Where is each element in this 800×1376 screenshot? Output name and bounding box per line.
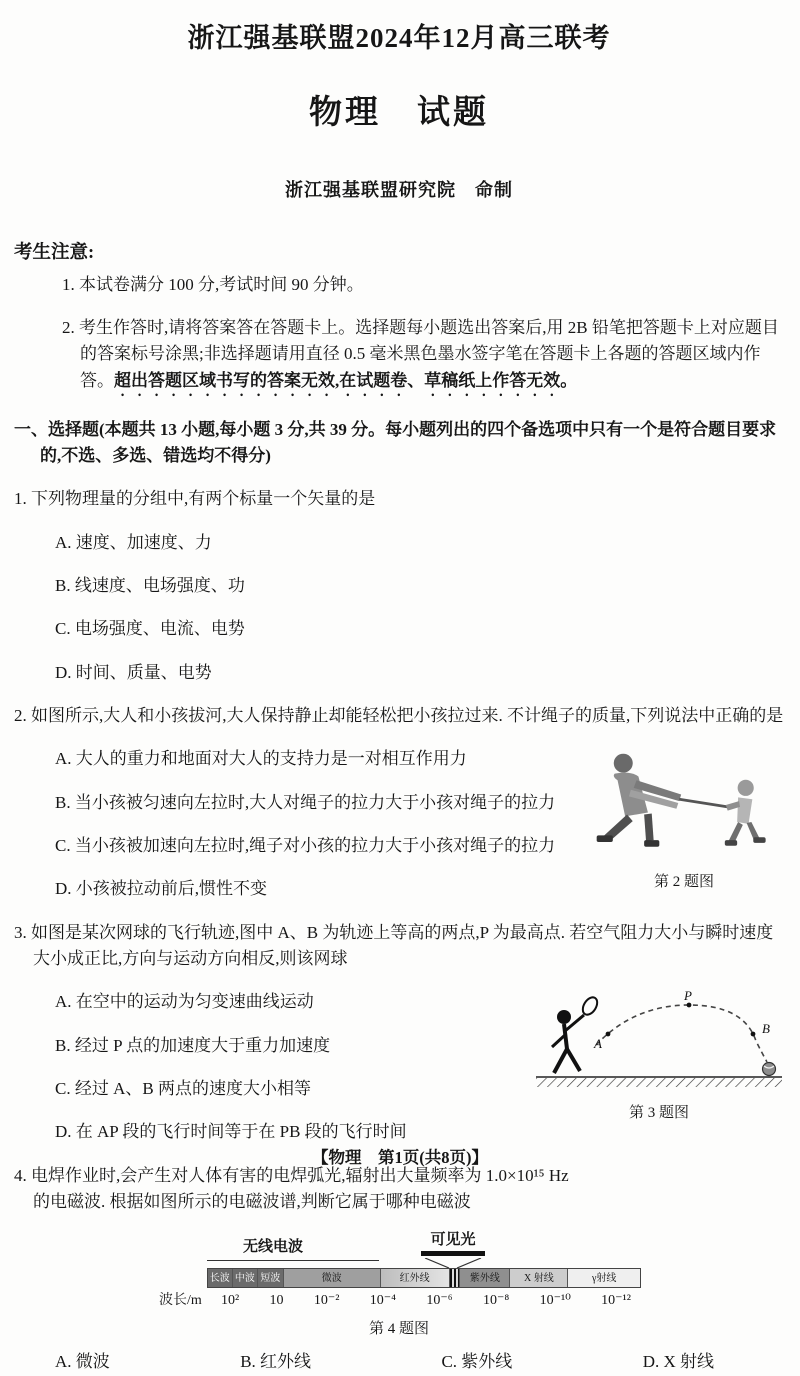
band-longwave: 长波 — [208, 1269, 233, 1287]
point-p-label: P — [684, 991, 692, 1004]
wavelength-tick-3: 10⁻⁴ — [369, 1293, 397, 1309]
wavelength-tick-0: 10² — [221, 1293, 240, 1309]
wavelength-ticks — [207, 1290, 639, 1312]
question-1-option-d: D. 时间、质量、电势 — [55, 662, 212, 682]
question-2-figure-caption: 第 2 题图 — [653, 873, 714, 890]
question-3-option-b: B. 经过 P 点的加速度大于重力加速度 — [55, 1035, 331, 1055]
wavelength-axis — [159, 1290, 639, 1312]
point-b-dot — [751, 1032, 756, 1037]
question-3-figure-caption: 第 3 题图 — [628, 1104, 689, 1121]
question-1-options — [14, 530, 784, 686]
visible-light-label: 可见光 — [430, 1232, 476, 1249]
adult-leg-back — [644, 814, 653, 842]
wavelength-tick-6: 10⁻¹⁰ — [539, 1293, 571, 1309]
wavelength-tick-2: 10⁻² — [313, 1293, 340, 1309]
player-leg-front — [554, 1049, 567, 1073]
trajectory-path — [596, 1005, 767, 1062]
visible-light-pointer-lines — [421, 1258, 485, 1268]
point-a-label: A — [594, 1036, 602, 1052]
child-shoe — [725, 840, 737, 846]
adult-shoe — [597, 836, 613, 843]
tennis-ball — [763, 1063, 776, 1076]
question-2-options — [14, 746, 784, 902]
question-4-option-c: C. 紫外线 — [441, 1352, 513, 1372]
point-b-label: B — [762, 1021, 770, 1037]
question-1-stem: 1. 下列物理量的分组中,有两个标量一个矢量的是 — [14, 489, 376, 509]
question-3-option-d: D. 在 AP 段的飞行时间等于在 PB 段的飞行时间 — [55, 1122, 407, 1142]
wavelength-tick-1: 10 — [269, 1293, 284, 1309]
section-1-heading: 一、选择题(本题共 13 小题,每小题 3 分,共 39 分。每小题列出的四个备选项中只有一个是符合题目要求的,不选、多选、错选均不得分) — [14, 419, 777, 465]
tennis-trajectory-illustration — [534, 991, 784, 1091]
question-1-option-c: C. 电场强度、电流、电势 — [55, 619, 245, 639]
child-shoe-2 — [753, 838, 765, 844]
question-3-options — [14, 989, 784, 1145]
band-shortwave: 短波 — [258, 1269, 284, 1287]
question-3 — [14, 920, 784, 1146]
question-2-figure — [584, 748, 784, 894]
question-4-option-a: A. 微波 — [55, 1352, 110, 1372]
point-p-dot — [687, 1003, 692, 1008]
question-4-option-b: B. 红外线 — [240, 1352, 312, 1372]
racket — [580, 995, 600, 1017]
tug-of-war-illustration — [584, 748, 784, 860]
notice-item-2 — [14, 315, 784, 400]
question-2-option-b: B. 当小孩被匀速向左拉时,大人对绳子的拉力大于小孩对绳子的拉力 — [55, 792, 556, 812]
wavelength-tick-5: 10⁻⁸ — [483, 1293, 510, 1309]
question-4-stem: 4. 电焊作业时,会产生对人体有害的电焊弧光,辐射出大量频率为 1.0×10¹⁵ Hz 的电磁波. 根据如图所示的电磁波谱,判断它属于哪种电磁波 — [14, 1165, 569, 1212]
band-infrared: 红外线 — [381, 1269, 450, 1287]
notice-item-1: 1. 本试卷满分 100 分,考试时间 90 分钟。 — [62, 274, 364, 294]
question-3-figure — [534, 991, 784, 1125]
radio-waves-brace — [207, 1260, 379, 1265]
player-arm-down — [552, 1035, 565, 1047]
child-head — [738, 780, 754, 796]
question-4-figure-caption: 第 4 题图 — [368, 1321, 429, 1338]
question-4-options — [14, 1341, 784, 1375]
visible-light-callout — [421, 1232, 485, 1256]
adult-head — [614, 754, 633, 773]
point-a-dot — [606, 1032, 611, 1037]
spectrum-top-labels — [159, 1232, 639, 1268]
wavelength-axis-label: 波长/m — [159, 1293, 202, 1309]
em-spectrum-diagram — [159, 1232, 639, 1312]
band-ultraviolet: 紫外线 — [460, 1269, 510, 1287]
band-gamma: γ射线 — [568, 1269, 640, 1287]
band-xray: X 射线 — [510, 1269, 568, 1287]
question-3-option-a: A. 在空中的运动为匀变速曲线运动 — [55, 992, 314, 1012]
question-1-option-b: B. 线速度、电场强度、功 — [55, 575, 245, 595]
ground-hatch — [536, 1078, 782, 1087]
radio-waves-label: 无线电波 — [243, 1239, 304, 1256]
question-2-option-d: D. 小孩被拉动前后,惯性不变 — [55, 879, 268, 899]
spectrum-bar — [207, 1268, 641, 1288]
issuer-line: 浙江强基联盟研究院 命制 — [285, 179, 513, 200]
page-footer: 【物理 第1页(共8页)】 — [312, 1148, 488, 1168]
child-torso — [737, 798, 752, 825]
wavelength-tick-4: 10⁻⁶ — [426, 1293, 453, 1309]
wavelength-tick-7: 10⁻¹² — [601, 1293, 631, 1309]
question-2-option-a: A. 大人的重力和地面对大人的支持力是一对相互作用力 — [55, 749, 467, 769]
question-1 — [14, 486, 784, 686]
player-head — [557, 1010, 571, 1024]
question-3-stem: 3. 如图是某次网球的飞行轨迹,图中 A、B 为轨迹上等高的两点,P 为最高点. 若空气阻力大小与瞬时速度大小成正比,方向与运动方向相反,则该网球 — [14, 922, 774, 969]
subject-title: 物理 试题 — [309, 94, 489, 131]
notice-heading: 考生注意: — [14, 242, 95, 263]
question-3-option-c: C. 经过 A、B 两点的速度大小相等 — [55, 1079, 311, 1099]
question-4-figure — [14, 1232, 784, 1341]
rope — [679, 800, 727, 808]
child-leg-front — [729, 822, 743, 843]
question-2 — [14, 703, 784, 903]
band-visible-light — [450, 1269, 461, 1287]
question-4-option-d: D. X 射线 — [642, 1352, 714, 1372]
question-1-option-a: A. 速度、加速度、力 — [55, 532, 212, 552]
notice-item-2-text: 2. 考生作答时,请将答案答在答题卡上。选择题每小题选出答案后,用 2B 铅笔把答题卡上对应题目的答案标号涂黑;非选择题请用直径 0.5 毫米黑色墨水签字笔在答题卡上各题的答题区域内作答。 — [62, 317, 779, 390]
notice-item-2-emphasis: 超出答题区域书写的答案无效,在试题卷、草稿纸上作答无效。 — [114, 370, 578, 390]
adult-shoe-2 — [644, 840, 659, 847]
question-2-option-c: C. 当小孩被加速向左拉时,绳子对小孩的拉力大于小孩对绳子的拉力 — [55, 836, 556, 856]
band-microwave: 微波 — [284, 1269, 381, 1287]
exam-title: 浙江强基联盟2024年12月高三联考 — [187, 23, 611, 53]
player-leg-back — [567, 1049, 580, 1071]
notice-section — [14, 239, 784, 400]
question-4 — [14, 1163, 784, 1376]
question-2-stem: 2. 如图所示,大人和小孩拔河,大人保持静止却能轻松把小孩拉过来. 不计绳子的质量,下列说法中正确的是 — [14, 705, 784, 725]
visible-light-bar — [421, 1251, 485, 1256]
band-mediumwave: 中波 — [233, 1269, 259, 1287]
